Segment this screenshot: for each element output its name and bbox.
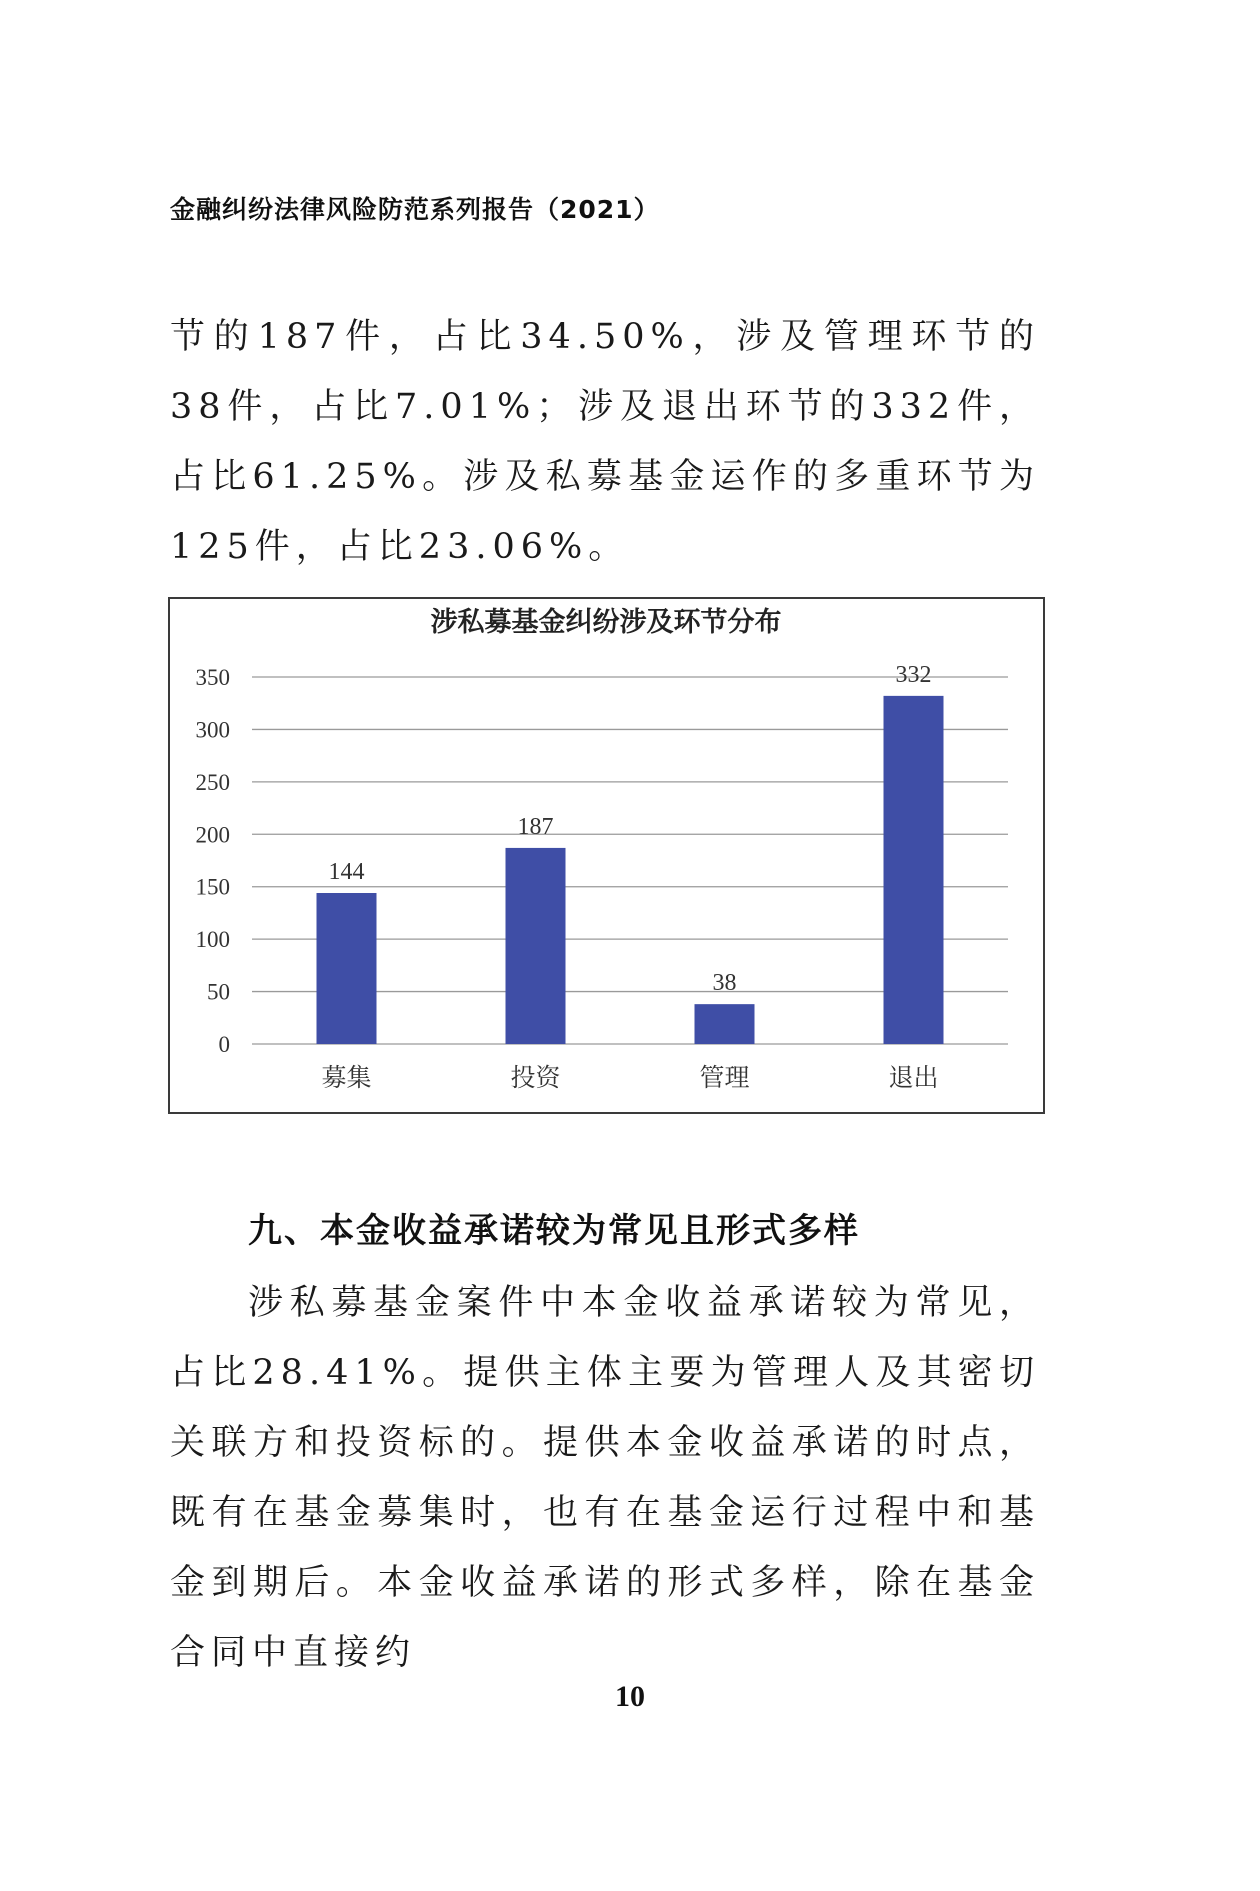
data-label: 332 — [895, 661, 932, 688]
x-tick-label: 退出 — [888, 1063, 939, 1092]
page-number: 10 — [615, 1680, 645, 1713]
chart-canvas — [170, 599, 1043, 1112]
y-axis-ticks — [196, 665, 231, 1057]
x-axis-ticks — [321, 1063, 938, 1092]
bar-2 — [506, 848, 566, 1044]
y-tick-label: 200 — [195, 822, 230, 848]
x-tick-label: 投资 — [510, 1063, 561, 1092]
y-tick-label: 150 — [195, 874, 230, 900]
y-tick-label: 100 — [195, 927, 230, 953]
bar-1 — [317, 893, 377, 1044]
y-tick-label: 350 — [195, 665, 230, 690]
data-label: 38 — [712, 970, 737, 997]
body-paragraph-1: 节的187件，占比34.50%，涉及管理环节的38件，占比7.01%；涉及退出环节的332件，占比61.25%。涉及私募基金运作的多重环节为125件，占比23.06%。 — [170, 317, 1040, 567]
section-heading: 九、本金收益承诺较为常见且形式多样 — [248, 1211, 860, 1251]
chart-title: 涉私募基金纠纷涉及环节分布 — [430, 607, 782, 638]
report-header: 金融纠纷法律风险防范系列报告（2021） — [170, 195, 660, 224]
y-tick-label: 300 — [195, 717, 230, 743]
data-label: 144 — [328, 859, 365, 886]
x-tick-label: 管理 — [699, 1063, 750, 1092]
y-tick-label: 0 — [218, 1032, 230, 1057]
bar-4 — [884, 696, 944, 1044]
y-tick-label: 50 — [207, 979, 230, 1005]
data-labels — [329, 662, 932, 996]
y-tick-label: 250 — [195, 769, 230, 795]
data-label: 187 — [517, 813, 554, 840]
bar-chart — [168, 597, 1045, 1114]
body-paragraph-2: 涉私募基金案件中本金收益承诺较为常见，占比28.41%。提供主体主要为管理人及其密切关联方和投资标的。提供本金收益承诺的时点，既有在基金募集时，也有在基金运行过程中和基金到期后。本金收益承诺的形式多样，除在基金合同中直接约 — [170, 1283, 1040, 1673]
bar-3 — [695, 1004, 755, 1044]
x-tick-label: 募集 — [321, 1063, 372, 1092]
